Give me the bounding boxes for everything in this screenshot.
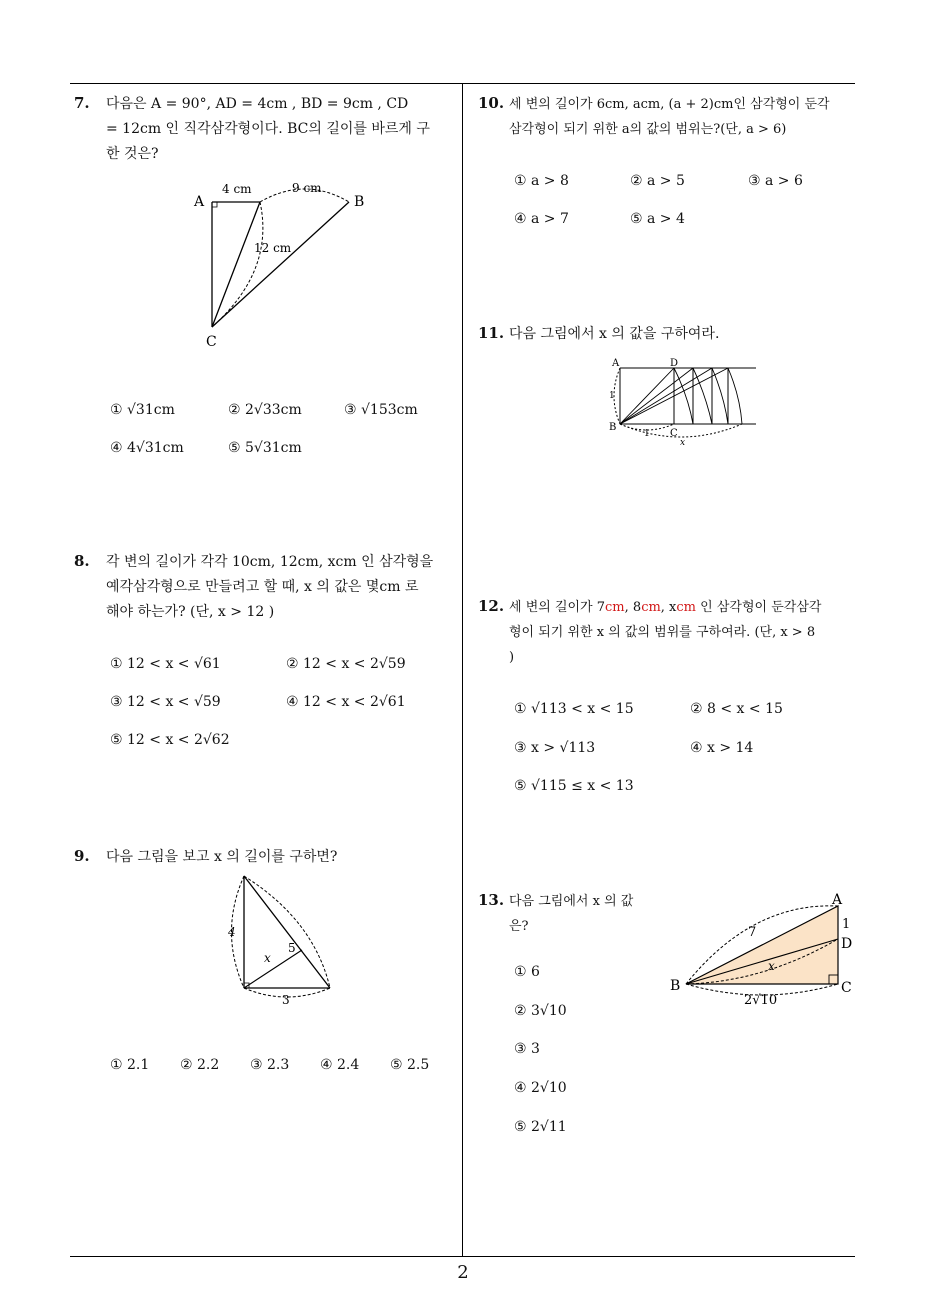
q13-figure <box>664 890 860 1014</box>
label-x: x <box>768 959 775 973</box>
option-3[interactable]: ③ 3 <box>514 1041 540 1057</box>
option-2[interactable]: ② 2√33cm <box>228 402 302 418</box>
label-one-a: 1 <box>609 391 615 401</box>
option-5[interactable]: ⑤ 12 < x < 2√62 <box>110 732 230 748</box>
label-B: B <box>609 422 617 433</box>
option-4[interactable]: ④ 2.4 <box>320 1057 360 1073</box>
label-bd: 9 cm <box>292 181 322 195</box>
column-divider <box>462 83 463 1257</box>
label-one-b: 1 <box>644 429 650 439</box>
text-segment: 세 변의 길이가 7 <box>509 600 606 615</box>
q9-figure <box>214 870 344 1010</box>
label-C: C <box>670 428 678 439</box>
option-2[interactable]: ② 8 < x < 15 <box>690 701 783 717</box>
label-cd: 12 cm <box>254 241 292 255</box>
label-bottom: 3 <box>282 993 290 1007</box>
label-A: A <box>832 892 843 908</box>
text-segment: , x <box>660 600 677 615</box>
question-number: 12. <box>478 597 505 615</box>
label-x: x <box>264 951 271 965</box>
question-number: 11. <box>478 324 505 342</box>
question-number: 9. <box>74 847 90 865</box>
bottom-rule <box>70 1256 855 1257</box>
option-5[interactable]: ⑤ 5√31cm <box>228 440 302 456</box>
question-text-line: 다음 그림을 보고 x 의 길이를 구하면? <box>106 849 338 865</box>
label-x: x <box>680 438 686 448</box>
option-2[interactable]: ② 3√10 <box>514 1003 567 1019</box>
label-B: B <box>354 194 365 210</box>
question-text-line: 다음 그림에서 x 의 값을 구하여라. <box>509 326 720 342</box>
question-text-line: 다음은 A = 90°, AD = 4cm , BD = 9cm , CD <box>106 96 409 112</box>
label-C: C <box>206 334 217 350</box>
page-number: 2 <box>457 1262 469 1283</box>
question-text-line: 예각삼각형으로 만들려고 할 때, x 의 값은 몇cm 로 <box>106 579 419 595</box>
label-ab: 7 <box>748 925 757 940</box>
option-5[interactable]: ⑤ a > 4 <box>630 211 685 227</box>
question-text-line: 세 변의 길이가 6cm, acm, (a + 2)cm인 삼각형이 둔각 <box>509 97 830 112</box>
question-text-line: ) <box>509 650 515 665</box>
label-ad: 1 <box>842 917 851 932</box>
unit-cm: cm <box>641 600 661 615</box>
label-D: D <box>670 358 679 369</box>
option-4[interactable]: ④ 4√31cm <box>110 440 184 456</box>
label-hyp: 5 <box>288 941 296 955</box>
question-number: 10. <box>478 94 505 112</box>
question-text-line: = 12cm 인 직각삼각형이다. BC의 길이를 바르게 구 <box>106 121 430 137</box>
option-2[interactable]: ② 12 < x < 2√59 <box>286 656 406 672</box>
option-3[interactable]: ③ 12 < x < √59 <box>110 694 221 710</box>
question-text-line: 각 변의 길이가 각각 10cm, 12cm, xcm 인 삼각형을 <box>106 554 434 570</box>
question-number: 8. <box>74 552 90 570</box>
option-4[interactable]: ④ 2√10 <box>514 1080 567 1096</box>
question-text-line: 은? <box>509 919 529 934</box>
label-C: C <box>841 980 852 996</box>
option-1[interactable]: ① 2.1 <box>110 1057 150 1073</box>
unit-cm: cm <box>605 600 625 615</box>
option-5[interactable]: ⑤ 2√11 <box>514 1119 567 1135</box>
option-3[interactable]: ③ √153cm <box>344 402 418 418</box>
text-segment: 인 삼각형이 둔각삼각 <box>696 600 822 615</box>
option-1[interactable]: ① 12 < x < √61 <box>110 656 221 672</box>
option-1[interactable]: ① √113 < x < 15 <box>514 701 634 717</box>
option-3[interactable]: ③ a > 6 <box>748 173 803 189</box>
label-A: A <box>194 194 205 210</box>
text-segment: , 8 <box>624 600 642 615</box>
option-4[interactable]: ④ a > 7 <box>514 211 569 227</box>
label-D: D <box>841 936 853 952</box>
option-3[interactable]: ③ 2.3 <box>250 1057 290 1073</box>
question-text-line: 삼각형이 되기 위한 a의 값의 범위는?(단, a > 6) <box>509 122 787 137</box>
question-text-line: 한 것은? <box>106 146 159 162</box>
option-5[interactable]: ⑤ √115 ≤ x < 13 <box>514 778 634 794</box>
option-2[interactable]: ② 2.2 <box>180 1057 220 1073</box>
question-number: 7. <box>74 94 90 112</box>
option-1[interactable]: ① 6 <box>514 964 540 980</box>
question-text-line: 다음 그림에서 x 의 값 <box>509 894 634 909</box>
q7-figure <box>180 176 380 356</box>
option-5[interactable]: ⑤ 2.5 <box>390 1057 430 1073</box>
option-3[interactable]: ③ x > √113 <box>514 740 596 756</box>
label-A: A <box>612 358 620 369</box>
option-2[interactable]: ② a > 5 <box>630 173 685 189</box>
label-left: 4 <box>228 925 236 939</box>
question-text-line: 형이 되기 위한 x 의 값의 범위를 구하여라. (단, x > 8 <box>509 625 816 640</box>
label-B: B <box>670 978 681 994</box>
label-ad: 4 cm <box>222 182 252 196</box>
label-bc: 2√10 <box>744 993 778 1008</box>
option-1[interactable]: ① √31cm <box>110 402 175 418</box>
q11-figure <box>606 352 762 452</box>
question-text-line: 해야 하는가? (단, x > 12 ) <box>106 604 275 620</box>
question-number: 13. <box>478 891 505 909</box>
option-4[interactable]: ④ 12 < x < 2√61 <box>286 694 406 710</box>
question-text-line <box>509 595 821 620</box>
unit-cm: cm <box>676 600 697 615</box>
option-1[interactable]: ① a > 8 <box>514 173 569 189</box>
option-4[interactable]: ④ x > 14 <box>690 740 754 756</box>
